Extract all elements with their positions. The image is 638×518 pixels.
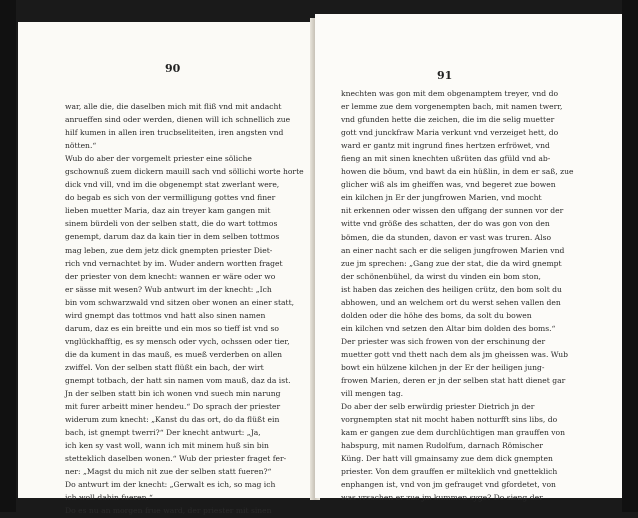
text-line: gnempt totbach, der hatt sin namen vom mauß, daz da ist. (65, 375, 291, 385)
text-line: der priester von dem knecht: wannen er wäre oder wo (65, 271, 276, 281)
text-line: priester. Von dem grauffen er milteklich vnd gnetteklich (341, 467, 558, 477)
text-line: war, alle die, die daselben mich mit fliß vnd mit andacht (65, 102, 282, 111)
text-line: mag leben, zue dem jetz dick gnempten priester Diet- (65, 245, 273, 255)
text-line: do begab es sich von der vermilligung gottes vnd finer (65, 193, 276, 203)
text-line: Do antwurt im der knecht: „Gerwalt es ich, so mag ich (65, 480, 276, 490)
text-line: anrueffen sind oder werden, dienen will ich schnellich zue (65, 115, 291, 125)
left-page (18, 22, 315, 516)
text-line: hilf kumen in allen iren trucbseliteiten, iren angsten vnd (65, 128, 284, 138)
right-page-number: 91 (437, 69, 453, 82)
text-line: sinem bürdeli von der selben statt, die do wart tottmos (65, 219, 278, 229)
text-line: bach, ist gnempt twerri?“ Der knecht antwurt: „Ja, (65, 428, 261, 438)
text-line: widerum zum knecht: „Kanst du das ort, do da flüßt ein (65, 415, 280, 425)
text-line: vnd gfunden hette die zeichen, die im die selig muetter (341, 115, 555, 125)
text-line: wird gnempt das tottmos vnd hatt also sinen namen (65, 310, 266, 320)
text-line: ein kilchen jn Er der jungfrowen Marien, vnd mocht (341, 193, 542, 203)
text-line: glicher wiß als im gheiffen was, vnd begeret zue bowen (341, 180, 556, 190)
text-line: howen die böum, vnd bawt da ein hüßlin, in dem er saß, zue (341, 167, 574, 177)
text-line: ward er gantz mit ingrund fines hertzen erfröwet, vnd (341, 141, 550, 151)
text-line: Jn der selben statt bin ich wonen vnd suech min narung (65, 389, 281, 399)
text-line: enphangen ist, vnd von jm gefrauget vnd gfordetet, von (341, 480, 556, 490)
text-line: Wub do aber der vorgemelt priester eine söliche (65, 154, 252, 164)
text-line: Der priester was sich frowen von der erschinung der (341, 336, 546, 346)
text-line: zwiffel. Von der selben statt flüßt ein bach, der wirt (65, 362, 264, 372)
text-line: ner: „Magst du mich nit zue der selben statt fueren?“ (65, 467, 272, 477)
text-line: gschownuß zuem dickern mauill sach vnd söllichi worte horte (65, 167, 304, 177)
left-page-number: 90 (165, 62, 181, 75)
text-line: bömen, die da stunden, davon er vast was truren. Also (341, 232, 552, 242)
text-line: vnglückhafftig, es sy mensch oder vych, ochssen oder tier, (65, 336, 290, 346)
text-line: mit furer arbeitt miner hendeu.“ Do sprach der priester (65, 402, 281, 412)
text-line: stetteklich daselben wonen.“ Wub der priester fraget fer- (65, 454, 287, 464)
left-page-text (65, 100, 303, 518)
scan-border-left (0, 0, 16, 512)
text-line: dolden oder die höhe des boms, da solt du bowen (341, 310, 532, 320)
text-line: gott vnd junckfraw Maria verkunt vnd verzeiget hett, do (341, 128, 559, 138)
text-line: vorgnempten stat nit mocht haben notturfft sins libs, do (341, 415, 558, 425)
text-line: witte vnd größe des schatten, der do was gon von den (341, 219, 550, 229)
text-line: ein kilchen vnd setzen den Altar bim dolden des boms.“ (341, 323, 556, 333)
text-line: nötten.“ (65, 141, 97, 151)
text-line: Do es nu an morgen frue ward, der priester mit sinen (65, 506, 272, 516)
right-page-text (341, 87, 598, 505)
right-page (315, 14, 622, 503)
text-line: rich vnd vernachtet by im. Wuder andern wortten fraget (65, 258, 283, 268)
text-line: habspurg, mit namen Rudolfum, darnach Römischer (341, 441, 544, 451)
text-line: muetter gott vnd thett nach dem als jm gheissen was. Wub (341, 349, 569, 359)
text-line: er sässe mit wesen? Wub antwurt im der knecht: „Ich (65, 284, 272, 294)
text-line: lieben muetter Maria, daz ain treyer kam gangen mit (65, 206, 271, 216)
text-line: ich woll dahin fueren.“ (65, 493, 153, 503)
text-line: Do aber der selb erwürdig priester Dietrich jn der (341, 402, 535, 412)
scan-border-right (622, 0, 638, 512)
text-line: genempt, darum daz da kain tier in dem selben tottmos (65, 232, 280, 242)
text-line: zue jm sprechen: „Gang zue der stat, die da wird gnempt (341, 258, 562, 268)
text-line: abhowen, und an welchem ort du werst sehen vallen den (341, 297, 561, 307)
text-line: ich ken sy vast woll, wann ich mit minem huß sin bin (65, 441, 269, 451)
text-line: vill mengen tag. (341, 389, 404, 399)
text-line: der schönenbühel, da wirst du vinden ein bom ston, (341, 271, 541, 281)
text-line: dick vnd vill, vnd im die obgenempt stat zwerlant were, (65, 180, 280, 190)
text-line: fieng an mit sinen knechten ußrüten das gfüld vnd ab- (341, 154, 551, 164)
text-line: knechten was gon mit dem obgenamptem treyer, vnd do (341, 89, 559, 98)
text-line: darum, daz es ein breitte und ein mos so tieff ist vnd so (65, 323, 279, 333)
text-line: bin vom schwarzwald vnd sitzen ober wonen an einer statt, (65, 297, 295, 307)
text-line: frowen Marien, deren er jn der selben stat hatt dienet gar (341, 376, 566, 386)
text-line: Küng. Der hatt vill gmainsamy zue dem dick gnempten (341, 454, 553, 464)
text-line: ist haben das zeichen des heiligen crütz, den bom solt du (341, 284, 562, 294)
text-line: kam er gangen zue dem durchlüchtigen man grauffen von (341, 428, 566, 438)
text-line: bowt ein hülzene kilchen jn der Er der heiligen jung- (341, 362, 545, 372)
text-line: was vrsachen er zue jm kummen syge? Do sieng der (341, 493, 543, 503)
text-line: nit erkennen oder wissen den uffgang der sunnen vor der (341, 206, 564, 216)
text-line: er lemme zue dem vorgenempten bach, mit namen twerr, (341, 102, 563, 112)
text-line: an einer nacht sach er die seligen jungfrowen Marien vnd (341, 245, 565, 255)
text-line: die da kument in das mauß, es mueß verderben on allen (65, 349, 283, 359)
